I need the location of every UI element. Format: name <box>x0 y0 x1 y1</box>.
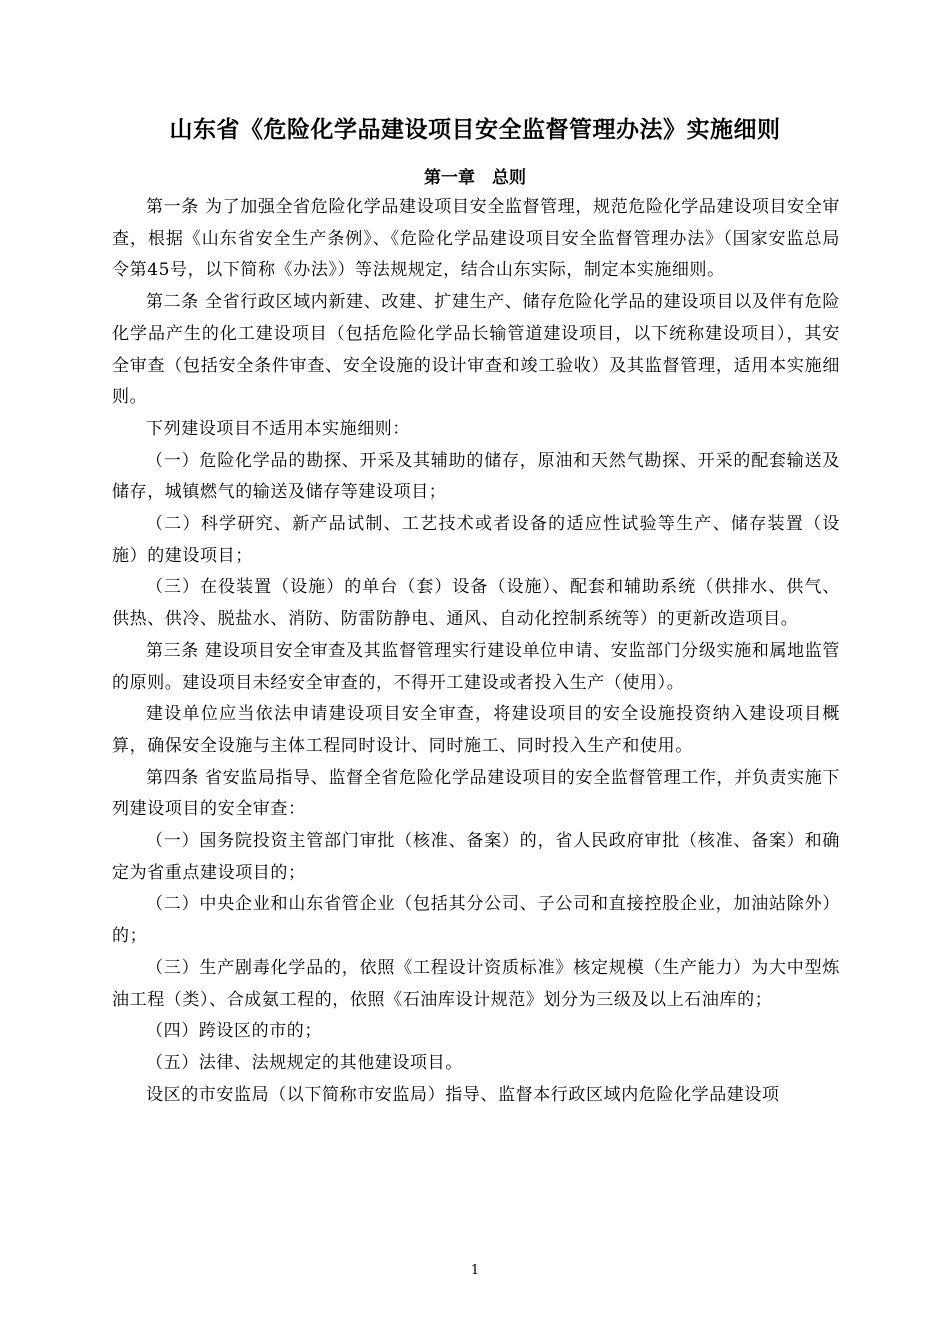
paragraph-article-1: 第一条 为了加强全省危险化学品建设项目安全监督管理，规范危险化学品建设项目安全审查，根据《山东省安全生产条例》、《危险化学品建设项目安全监督管理办法》（国家安监总局令第45号，以下简称《办法》）等法规规定，结合山东实际，制定本实施细则。 <box>112 197 840 281</box>
paragraph-exclusion-3: （三）在役装置（设施）的单台（套）设备（设施）、配套和辅助系统（供排水、供气、供热、供冷、脱盐水、消防、防雷防静电、通风、自动化控制系统等）的更新改造项目。 <box>112 577 840 630</box>
paragraph-article-3: 第三条 建设项目安全审查及其监督管理实行建设单位申请、安监部门分级实施和属地监管的原则。建设项目未经安全审查的，不得开工建设或者投入生产（使用）。 <box>112 640 840 693</box>
paragraph-article-4-item-1: （一）国务院投资主管部门审批（核准、备案）的，省人民政府审批（核准、备案）和确定为省重点建设项目的； <box>112 831 840 883</box>
paragraph-article-4-item-3: （三）生产剧毒化学品的，依照《工程设计资质标准》核定规模（生产能力）为大中型炼油工程（类）、合成氨工程的，依照《石油库设计规范》划分为三级及以上石油库的； <box>112 957 840 1010</box>
chapter-heading: 第一章 总则 <box>424 168 526 188</box>
paragraph-exclusions-intro: 下列建设项目不适用本实施细则： <box>146 418 410 439</box>
document-title: 山东省《危险化学品建设项目安全监督管理办法》实施细则 <box>169 117 781 143</box>
document-body <box>112 192 840 1111</box>
paragraph-exclusion-1: （一）危险化学品的勘探、开采及其辅助的储存，原油和天然气勘探、开采的配套输送及储存，城镇燃气的输送及储存等建设项目； <box>112 450 840 503</box>
paragraph-article-4-item-4: （四）跨设区的市的； <box>146 1021 322 1042</box>
paragraph-city-bureau: 设区的市安监局（以下简称市安监局）指导、监督本行政区域内危险化学品建设项 <box>146 1084 780 1105</box>
page-number: 1 <box>470 1263 480 1278</box>
paragraph-article-2: 第二条 全省行政区域内新建、改建、扩建生产、储存危险化学品的建设项目以及伴有危险化学品产生的化工建设项目（包括危险化学品长输管道建设项目，以下统称建设项目），其安全审查（包括安全条件审查、安全设施的设计审查和竣工验收）及其监督管理，适用本实施细则。 <box>112 292 840 408</box>
paragraph-article-4-item-2: （二）中央企业和山东省管企业（包括其分公司、子公司和直接控股企业，加油站除外）的； <box>112 894 840 947</box>
paragraph-article-4-item-5: （五）法律、法规规定的其他建设项目。 <box>146 1052 463 1073</box>
paragraph-article-4: 第四条 省安监局指导、监督全省危险化学品建设项目的安全监督管理工作，并负责实施下列建设项目的安全审查： <box>112 767 840 820</box>
paragraph-article-3-cont: 建设单位应当依法申请建设项目安全审查，将建设项目的安全设施投资纳入建设项目概算，确保安全设施与主体工程同时设计、同时施工、同时投入生产和使用。 <box>112 704 840 756</box>
paragraph-exclusion-2: （二）科学研究、新产品试制、工艺技术或者设备的适应性试验等生产、储存装置（设施）的建设项目； <box>112 514 840 566</box>
